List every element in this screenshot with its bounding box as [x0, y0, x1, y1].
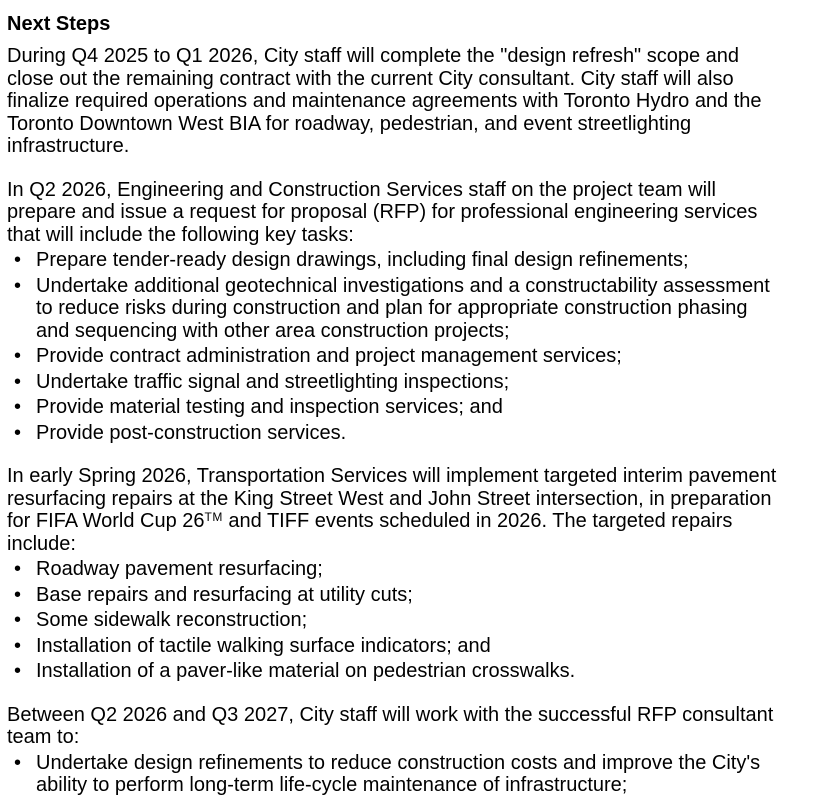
bullet-icon: •: [14, 370, 22, 393]
bullet-icon: •: [14, 660, 22, 682]
consultant-task-list: [7, 752, 780, 797]
bullet-icon: •: [14, 421, 22, 444]
list-item: [7, 660, 780, 683]
list-item: [7, 275, 780, 343]
targeted-repairs-list: [7, 558, 780, 683]
paragraph-design-refresh: During Q4 2025 to Q1 2026, City staff will complete the "design refresh" scope and close out the remaining contract with the current City consultant. City staff will also finalize required operations and maintenance agreements with Toronto Hydro and the Toronto Downtown West BIA for roadway, pedestrian, and event streetlighting infrastructure.: [7, 45, 762, 157]
list-item-text: Provide contract administration and project management services;: [36, 345, 622, 367]
list-item-text: Installation of a paver-like material on pedestrian crosswalks.: [36, 660, 576, 682]
list-item-text: Provide material testing and inspection services; and: [36, 396, 503, 418]
paragraph-consultant-intro: Between Q2 2026 and Q3 2027, City staff will work with the successful RFP consultant team to:: [7, 703, 774, 748]
paragraph-resurfacing-intro: [7, 465, 780, 555]
list-item-text: Undertake design refinements to reduce construction costs and improve the City's ability to perform long-term life-cycle maintenance of infrastructure;: [36, 751, 761, 796]
bullet-icon: •: [14, 751, 22, 774]
bullet-icon: •: [14, 249, 22, 271]
list-item-text: Provide post-construction services.: [36, 421, 347, 444]
list-item: [7, 371, 780, 394]
bullet-icon: •: [14, 609, 22, 631]
bullet-icon: •: [14, 345, 22, 367]
list-item: [7, 609, 780, 632]
bullet-icon: •: [14, 396, 22, 418]
list-item-text: Base repairs and resurfacing at utility cuts;: [36, 583, 413, 606]
list-item: [7, 584, 780, 607]
list-item-text: Some sidewalk reconstruction;: [36, 609, 308, 631]
bullet-icon: •: [14, 634, 22, 657]
bullet-icon: •: [14, 558, 22, 580]
list-item: [7, 396, 780, 419]
list-item: [7, 249, 780, 272]
list-item-text: Roadway pavement resurfacing;: [36, 558, 323, 580]
list-item: [7, 345, 780, 368]
list-item: [7, 635, 780, 658]
list-item: [7, 422, 780, 445]
paragraph-text: and TIFF events scheduled in 2026. The targeted repairs include:: [7, 510, 733, 555]
list-item: [7, 752, 780, 797]
paragraph-rfp-intro: In Q2 2026, Engineering and Construction Services staff on the project team will prepare and issue a request for proposal (RFP) for professional engineering services that will include the following key tasks:: [7, 178, 758, 246]
rfp-task-list: [7, 249, 780, 444]
bullet-icon: •: [14, 274, 22, 297]
list-item-text: Undertake traffic signal and streetlighting inspections;: [36, 370, 510, 393]
page-title: Next Steps: [7, 13, 111, 35]
trademark-superscript: TM: [204, 510, 223, 524]
list-item-text: Prepare tender-ready design drawings, including final design refinements;: [36, 249, 689, 271]
list-item-text: Installation of tactile walking surface indicators; and: [36, 634, 491, 657]
list-item: [7, 558, 780, 581]
bullet-icon: •: [14, 583, 22, 606]
list-item-text: Undertake additional geotechnical investigations and a constructability assessment to reduce risks during construction and plan for appropriate construction phasing and sequencing with other area construction projects;: [36, 274, 770, 342]
paragraph-text: In early Spring 2026, Transportation Services will implement targeted interim pavement resurfacing repairs at the King Street West and John Street intersection, in preparation for FIFA World Cup 26: [7, 465, 777, 532]
